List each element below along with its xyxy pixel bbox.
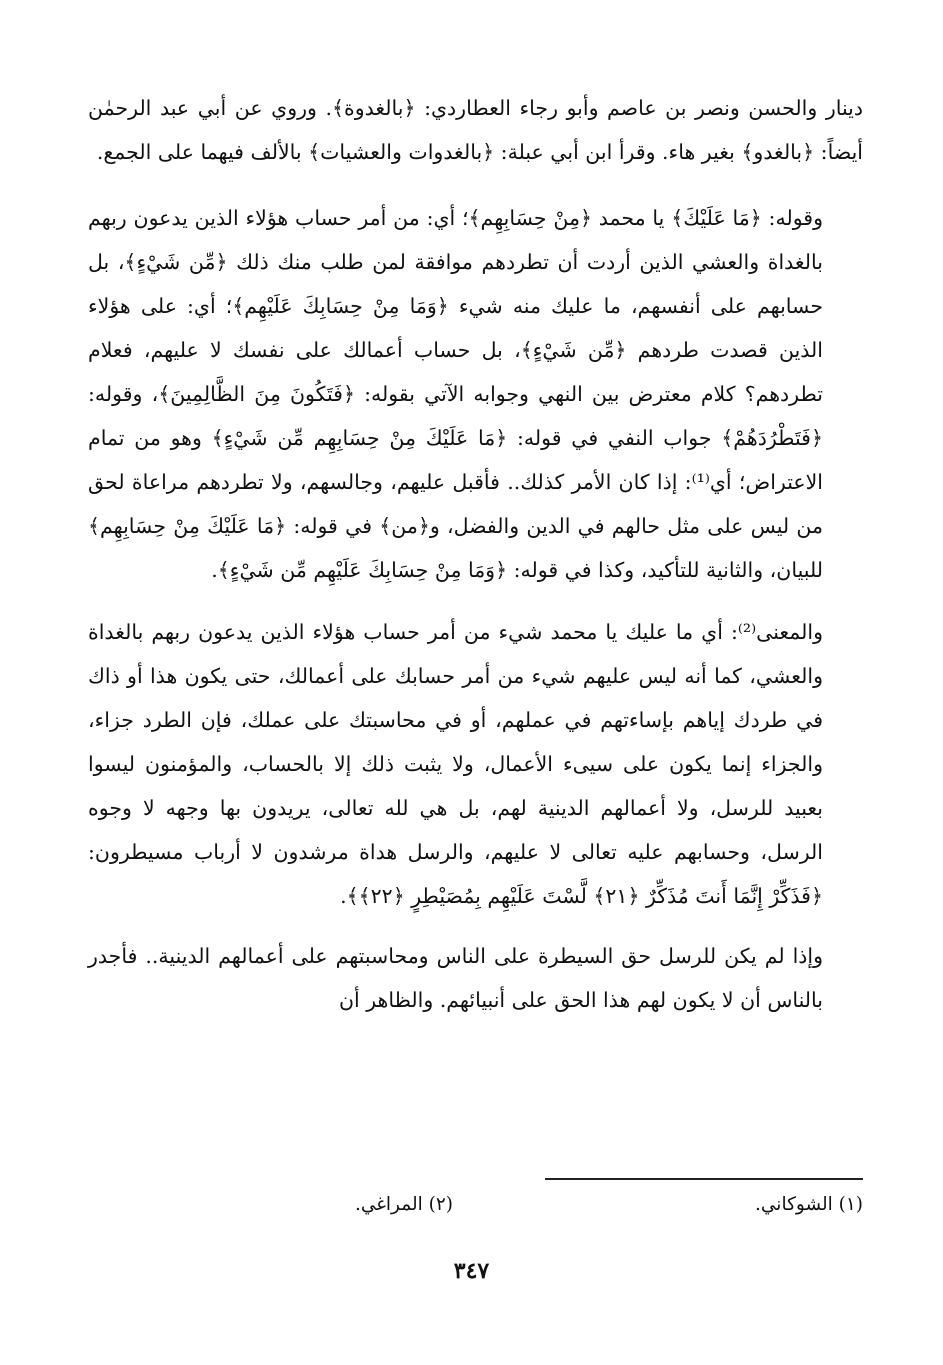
paragraph-4: وإذا لم يكن للرسل حق السيطرة على الناس ومحاسبتهم على أعمالهم الدينية.. فأجدر بالناس أن لا يكون لهم هذا الحق على أنبيائهم. والظاهر أن xyxy=(88,944,823,1012)
paragraph-2: وقوله: ﴿مَا عَلَيْكَ﴾ يا محمد ﴿مِنْ حِسَابِهِم﴾؛ أي: من أمر حساب هؤلاء الذين يدعون ربهم بالغداة والعشي الذين أردت أن تطردهم موافقة لمن طلب منك ذلك ﴿مِّن شَيْءٍ﴾، بل حسابهم على أنفسهم، ما عليك منه شيء ﴿وَمَا مِنْ حِسَابِكَ عَلَيْهِم﴾؛ أي: على هؤلاء الذين قصدت طردهم ﴿مِّن شَيْءٍ﴾، بل حساب أعمالك على نفسك لا عليهم، فعلام تطردهم؟ كلام معترض بين النهي وجوابه الآتي بقوله: ﴿فَتَكُونَ مِنَ الظَّالِمِينَ﴾، وقوله: ﴿فَتَطْرُدَهُمْ﴾ جواب النفي في قوله: ﴿مَا عَلَيْكَ مِنْ حِسَابِهِم مِّن شَيْءٍ﴾ وهو من تمام الاعتراض؛ أي⁽¹⁾: إذا كان الأمر كذلك.. فأقبل عليهم، وجالسهم، ولا تطردهم مراعاة لحق من ليس على مثل حالهم في الدين والفضل، و﴿من﴾ في قوله: ﴿مَا عَلَيْكَ مِنْ حِسَابِهِم﴾ للبيان، والثانية للتأكيد، وكذا في قوله: ﴿وَمَا مِنْ حِسَابِكَ عَلَيْهِم مِّن شَيْءٍ﴾. xyxy=(88,206,824,582)
page-body xyxy=(88,86,863,1022)
footnote-1: (١) الشوكاني. xyxy=(755,1194,863,1215)
page-number: ٣٤٧ xyxy=(453,1258,490,1284)
footnote-2: (٢) المراغي. xyxy=(354,1194,453,1215)
footnote-divider xyxy=(545,1178,863,1180)
paragraph-3: والمعنى⁽²⁾: أي ما عليك يا محمد شيء من أمر حساب هؤلاء الذين يدعون ربهم بالغداة والعشي، كما أنه ليس عليهم شيء من أمر حسابك على أعمالك، حتى يكون هذا أو ذاك في طردك إياهم بإساءتهم في عملهم، أو في محاسبتك على عملك، فإن الطرد جزاء، والجزاء إنما يكون على سيىء الأعمال، ولا يثبت ذلك إلا بالحساب، والمؤمنون ليسوا بعبيد للرسل، ولا أعمالهم الدينية لهم، بل هي لله تعالى، يريدون بها وجهه لا وجوه الرسل، وحسابهم عليه تعالى لا عليهم، والرسل هداة مرشدون لا أرباب مسيطرون: ﴿فَذَكِّرْ إِنَّمَا أَنتَ مُذَكِّرٌ ﴿٢١﴾ لَّسْتَ عَلَيْهِم بِمُصَيْطِرٍ ﴿٢٢﴾﴾. xyxy=(88,620,823,908)
paragraph-1: دينار والحسن ونصر بن عاصم وأبو رجاء العطاردي: ﴿بالغدوة﴾. وروي عن أبي عبد الرحمٰن أيضاً: ﴿بالغدو﴾ بغير هاء. وقرأ ابن أبي عبلة: ﴿بالغدوات والعشيات﴾ بالألف فيهما على الجمع. xyxy=(88,96,863,164)
